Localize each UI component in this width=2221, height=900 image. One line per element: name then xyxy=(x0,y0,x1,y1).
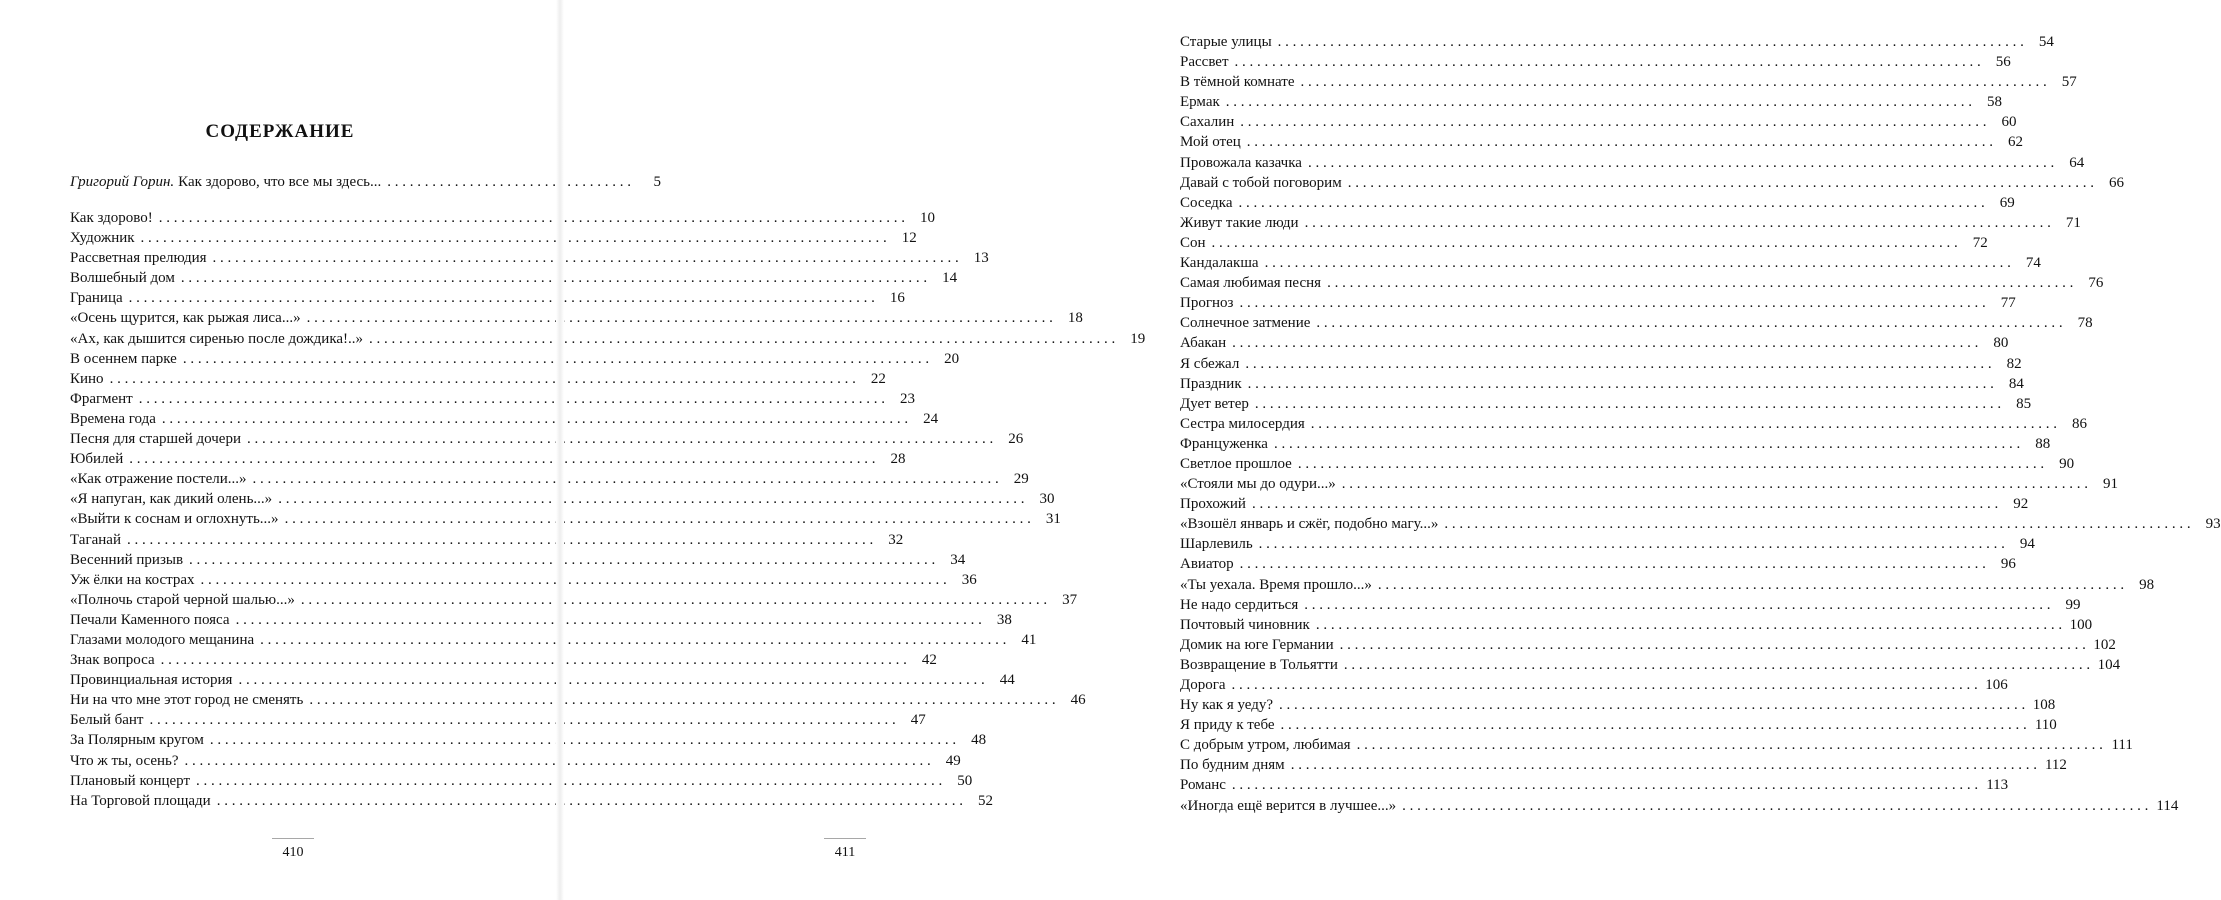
toc-entry[interactable] xyxy=(70,308,1083,328)
toc-entry-title: Сахалин xyxy=(1180,114,1235,131)
toc-entry-page: 19 xyxy=(1130,330,1146,347)
leader-dots xyxy=(1232,333,1978,353)
toc-entry[interactable] xyxy=(70,449,906,469)
toc-entry[interactable] xyxy=(1180,514,2221,534)
toc-entry[interactable] xyxy=(1180,775,2009,795)
leader-dots xyxy=(1340,635,2086,655)
toc-entry[interactable] xyxy=(1180,474,2118,494)
leader-dots xyxy=(1327,273,2073,293)
toc-entry[interactable] xyxy=(1180,354,2022,374)
toc-entry-page: 47 xyxy=(910,712,926,729)
toc-entry-page: 26 xyxy=(1008,431,1024,448)
toc-entry-page: 96 xyxy=(2000,556,2016,573)
leader-dots xyxy=(1344,655,2090,675)
toc-entry-title: Сон xyxy=(1180,234,1206,251)
toc-entry[interactable] xyxy=(1180,615,2093,635)
toc-entry[interactable] xyxy=(70,469,1029,489)
toc-entry-title: Почтовый чиновник xyxy=(1180,616,1310,633)
toc-entry[interactable] xyxy=(1180,132,2024,152)
leader-dots xyxy=(1402,796,2148,816)
toc-entry-page: 71 xyxy=(2065,214,2081,231)
toc-entry[interactable] xyxy=(1180,655,2121,675)
toc-entry-title: Белый бант xyxy=(70,712,144,729)
toc-entry[interactable] xyxy=(1180,434,2051,454)
leader-dots xyxy=(1252,494,1998,514)
toc-entry-page: 60 xyxy=(2001,114,2017,131)
toc-entry-title: Что ж ты, осень? xyxy=(70,752,179,769)
leader-dots xyxy=(1311,414,2057,434)
toc-entry-title: «Иногда ещё верится в лучшее...» xyxy=(1180,797,1397,814)
toc-entry-title: Живут такие люди xyxy=(1180,214,1299,231)
toc-entry-page: 18 xyxy=(1067,310,1083,327)
toc-entry[interactable] xyxy=(1180,414,2088,434)
toc-entry[interactable] xyxy=(1180,494,2029,514)
toc-entry[interactable] xyxy=(70,791,993,811)
toc-entry[interactable] xyxy=(1180,575,2155,595)
toc-entry[interactable] xyxy=(70,248,989,268)
toc-entry-title: Давай с тобой поговорим xyxy=(1180,174,1342,191)
toc-entry-page: 30 xyxy=(1039,491,1055,508)
leader-dots xyxy=(1279,695,2025,715)
toc-entry[interactable] xyxy=(1180,293,2016,313)
toc-entry-page: 38 xyxy=(996,611,1012,628)
page-number-text: 411 xyxy=(834,845,856,860)
leader-dots xyxy=(1444,514,2190,534)
toc-entry-page: 16 xyxy=(889,290,905,307)
leader-dots xyxy=(1235,52,1981,72)
toc-entry-title: Граница xyxy=(70,290,123,307)
toc-entry-title: Песня для старшей дочери xyxy=(70,431,241,448)
toc-entry-title: Уж ёлки на кострах xyxy=(70,571,195,588)
toc-entry[interactable] xyxy=(1180,313,2093,333)
toc-entry-page: 64 xyxy=(2069,154,2085,171)
toc-entry-title: «Взошёл январь и сжёг, подобно магу...» xyxy=(1180,516,1439,533)
toc-entry-title: Рассвет xyxy=(1180,54,1229,71)
toc-entry[interactable] xyxy=(1180,695,2056,715)
toc-entry-title: Абакан xyxy=(1180,335,1227,352)
toc-entry-title: Таганай xyxy=(70,531,121,548)
leader-dots xyxy=(1248,374,1994,394)
toc-entry-page: 46 xyxy=(1070,692,1086,709)
toc-entry[interactable] xyxy=(70,570,977,590)
toc-entry-title: Ни на что мне этот город не сменять xyxy=(70,692,304,709)
toc-entry-title: Весенний призыв xyxy=(70,551,184,568)
toc-entry[interactable] xyxy=(1180,213,2081,233)
page-number-text: 410 xyxy=(282,845,304,860)
leader-dots xyxy=(1274,434,2020,454)
toc-entry-title: Соседка xyxy=(1180,194,1233,211)
toc-entry-title: «Полночь старой черной шалью...» xyxy=(70,591,295,608)
toc-entry[interactable] xyxy=(1180,534,2035,554)
leader-dots xyxy=(1240,112,1986,132)
toc-entry-title: Рассветная прелюдия xyxy=(70,250,207,267)
toc-entry-page: 108 xyxy=(2032,697,2056,714)
toc-entry-page: 84 xyxy=(2008,375,2024,392)
toc-entry[interactable] xyxy=(1180,394,2032,414)
toc-entry[interactable] xyxy=(1180,253,2041,273)
toc-entry[interactable] xyxy=(1180,554,2016,574)
toc-entry-title: Я приду к тебе xyxy=(1180,717,1275,734)
toc-entry[interactable] xyxy=(70,730,987,750)
page-number-right xyxy=(810,833,880,861)
toc-entry[interactable] xyxy=(70,690,1086,710)
toc-entry-page: 24 xyxy=(923,410,939,427)
toc-entry-title: Печали Каменного пояса xyxy=(70,611,230,628)
toc-entry-title: Не надо сердиться xyxy=(1180,596,1299,613)
toc-entry-title: Солнечное затмение xyxy=(1180,315,1311,332)
toc-entry[interactable] xyxy=(1180,735,2133,755)
toc-entry-page: 22 xyxy=(870,370,886,387)
toc-entry-page: 10 xyxy=(920,210,936,226)
intro-author: Григорий Горин. xyxy=(70,174,175,190)
toc-entry-title: С добрым утром, любимая xyxy=(1180,737,1351,754)
toc-entry-page: 86 xyxy=(2072,415,2088,432)
toc-entry-page: 114 xyxy=(2156,797,2179,814)
leader-dots xyxy=(1342,474,2088,494)
toc-entry-page: 13 xyxy=(973,250,989,267)
toc-entry-title: На Торговой площади xyxy=(70,792,211,809)
toc-entry-page: 110 xyxy=(2034,717,2057,734)
toc-entry[interactable] xyxy=(70,288,905,308)
toc-entry-title: Фрагмент xyxy=(70,390,133,407)
toc-entry-page: 41 xyxy=(1021,631,1037,648)
toc-entry-page: 32 xyxy=(888,531,904,548)
toc-entry-page: 80 xyxy=(1993,335,2009,352)
toc-entry-title: Мой отец xyxy=(1180,134,1241,151)
intro-entry[interactable] xyxy=(70,172,661,192)
toc-entry-title: Француженка xyxy=(1180,435,1268,452)
toc-entry[interactable] xyxy=(1180,233,1988,253)
toc-entry-page: 29 xyxy=(1013,471,1029,488)
leader-dots xyxy=(1308,153,2054,173)
leader-dots xyxy=(1348,173,2094,193)
toc-entry-page: 72 xyxy=(1972,234,1988,251)
toc-entry-page: 50 xyxy=(957,772,973,789)
toc-entry-page: 100 xyxy=(2069,616,2093,633)
toc-entry[interactable] xyxy=(70,710,926,730)
leader-dots xyxy=(1212,233,1958,253)
toc-entry[interactable] xyxy=(70,530,904,550)
toc-entry[interactable] xyxy=(1180,675,2008,695)
leader-dots xyxy=(1301,72,2047,92)
toc-entry[interactable] xyxy=(70,268,958,288)
leader-dots xyxy=(1265,253,2011,273)
toc-entry[interactable] xyxy=(1180,454,2075,474)
contents-heading: СОДЕРЖАНИЕ xyxy=(205,121,355,142)
toc-list-left xyxy=(70,208,1146,811)
toc-entry-page: 76 xyxy=(2088,275,2104,292)
toc-entry-page: 42 xyxy=(921,652,937,669)
toc-entry-page: 57 xyxy=(2061,74,2077,91)
toc-entry-page: 49 xyxy=(945,752,961,769)
toc-entry-page: 77 xyxy=(2000,295,2016,312)
toc-entry-title: «Ты уехала. Время прошло...» xyxy=(1180,576,1372,593)
toc-entry[interactable] xyxy=(1180,635,2116,655)
leader-dots xyxy=(1291,755,2037,775)
toc-entry-title: «Осень щурится, как рыжая лиса...» xyxy=(70,310,301,327)
toc-entry[interactable] xyxy=(70,228,917,248)
toc-entry-page: 36 xyxy=(961,571,977,588)
leader-dots xyxy=(1357,735,2103,755)
toc-entry-title: Кино xyxy=(70,370,104,387)
toc-entry[interactable] xyxy=(70,630,1037,650)
leader-dots xyxy=(1245,354,1991,374)
toc-entry-page: 69 xyxy=(1999,194,2015,211)
toc-entry-page: 98 xyxy=(2139,576,2155,593)
toc-entry-page: 20 xyxy=(944,350,960,367)
toc-entry-title: Плановый концерт xyxy=(70,772,191,789)
toc-entry-page: 85 xyxy=(2016,395,2032,412)
leader-dots xyxy=(1239,193,1985,213)
leader-dots xyxy=(1378,575,2124,595)
page-ornament: ..................... xyxy=(824,832,866,841)
intro-page: 5 xyxy=(653,174,661,190)
intro-title: Как здорово, что все мы здесь... xyxy=(178,174,382,190)
page-ornament: ..................... xyxy=(272,832,314,841)
toc-entry-title: «Стояли мы до одури...» xyxy=(1180,476,1336,493)
toc-entry-title: Романс xyxy=(1180,777,1226,794)
toc-entry-page: 104 xyxy=(2097,656,2121,673)
leader-dots xyxy=(1232,775,1978,795)
toc-entry[interactable] xyxy=(1180,595,2081,615)
toc-entry-title: Юбилей xyxy=(70,451,124,468)
toc-entry[interactable] xyxy=(1180,755,2067,775)
toc-entry-title: Как здорово! xyxy=(70,210,153,226)
toc-entry-title: В осеннем парке xyxy=(70,350,177,367)
toc-entry-title: Провинциальная история xyxy=(70,672,233,689)
toc-entry[interactable] xyxy=(1180,52,2011,72)
toc-entry-page: 58 xyxy=(1987,94,2003,111)
toc-entry[interactable] xyxy=(1180,112,2017,132)
toc-entry-title: Сестра милосердия xyxy=(1180,415,1305,432)
toc-entry[interactable] xyxy=(70,751,961,771)
toc-entry[interactable] xyxy=(70,590,1078,610)
toc-list-right xyxy=(1180,32,2221,816)
toc-entry-page: 31 xyxy=(1045,511,1061,528)
toc-entry-title: Самая любимая песня xyxy=(1180,275,1322,292)
toc-entry[interactable] xyxy=(70,489,1055,509)
toc-entry-title: «Ах, как дышится сиренью после дождика!..» xyxy=(70,330,364,347)
toc-entry-page: 78 xyxy=(2077,315,2093,332)
toc-entry-page: 66 xyxy=(2108,174,2124,191)
leader-dots xyxy=(1239,293,1985,313)
toc-entry-page: 48 xyxy=(971,732,987,749)
toc-entry-page: 91 xyxy=(2102,476,2118,493)
toc-entry-page: 93 xyxy=(2205,516,2221,533)
toc-entry-page: 52 xyxy=(977,792,993,809)
toc-entry-page: 44 xyxy=(999,672,1015,689)
toc-entry-page: 28 xyxy=(890,451,906,468)
leader-dots xyxy=(1298,454,2044,474)
toc-entry[interactable] xyxy=(70,409,939,429)
toc-entry[interactable] xyxy=(70,670,1015,690)
toc-entry-title: Прохожий xyxy=(1180,496,1246,513)
toc-entry-title: За Полярным кругом xyxy=(70,732,204,749)
toc-entry[interactable] xyxy=(70,369,886,389)
toc-entry-page: 82 xyxy=(2006,355,2022,372)
toc-entry-title: Праздник xyxy=(1180,375,1242,392)
toc-entry-page: 23 xyxy=(899,390,915,407)
toc-entry[interactable] xyxy=(1180,92,2003,112)
leader-dots xyxy=(1240,554,1986,574)
toc-entry-title: Возвращение в Тольятти xyxy=(1180,656,1338,673)
toc-entry-page: 14 xyxy=(942,270,958,287)
toc-entry-title: Авиатор xyxy=(1180,556,1234,573)
toc-entry-page: 94 xyxy=(2019,536,2035,553)
leader-dots xyxy=(1316,313,2062,333)
toc-entry-title: Художник xyxy=(70,230,135,247)
toc-entry-page: 56 xyxy=(1995,54,2011,71)
toc-entry-page: 54 xyxy=(2038,34,2054,50)
toc-entry-page: 99 xyxy=(2065,596,2081,613)
toc-entry-page: 106 xyxy=(1985,677,2008,693)
toc-entry-title: Ну как я уеду? xyxy=(1180,697,1274,714)
toc-entry[interactable] xyxy=(1180,72,2077,92)
toc-entry[interactable] xyxy=(1180,273,2104,293)
toc-entry-title: «Как отражение постели...» xyxy=(70,471,247,488)
leader-dots xyxy=(1232,675,1978,695)
toc-entry[interactable] xyxy=(70,329,1146,349)
toc-entry-title: Времена года xyxy=(70,410,156,427)
toc-entry-title: «Я напуган, как дикий олень...» xyxy=(70,491,273,508)
toc-entry-title: Ермак xyxy=(1180,94,1220,111)
toc-entry[interactable] xyxy=(70,389,915,409)
toc-entry[interactable] xyxy=(1180,374,2024,394)
toc-entry-page: 113 xyxy=(1986,777,2009,794)
toc-entry-title: Знак вопроса xyxy=(70,652,155,669)
toc-entry-title: Волшебный дом xyxy=(70,270,175,287)
toc-entry-title: Шарлевиль xyxy=(1180,536,1253,553)
toc-entry-title: Светлое прошлое xyxy=(1180,455,1292,472)
toc-entry[interactable] xyxy=(70,208,936,228)
leader-dots xyxy=(1304,595,2050,615)
toc-entry[interactable] xyxy=(1180,715,2057,735)
toc-entry-page: 111 xyxy=(2111,737,2133,754)
toc-entry[interactable] xyxy=(70,429,1024,449)
toc-entry-page: 62 xyxy=(2008,134,2024,151)
toc-entry[interactable] xyxy=(1180,32,2054,52)
leader-dots xyxy=(1316,615,2062,635)
leader-dots xyxy=(1305,213,2051,233)
leader-dots xyxy=(1259,534,2005,554)
toc-entry-page: 88 xyxy=(2035,435,2051,452)
leader-dots xyxy=(1278,32,2024,52)
toc-entry-title: Прогноз xyxy=(1180,295,1234,312)
leader-dots xyxy=(1247,132,1993,152)
toc-entry-title: В тёмной комнате xyxy=(1180,74,1295,91)
toc-entry-page: 74 xyxy=(2025,255,2041,272)
toc-entry[interactable] xyxy=(1180,153,2085,173)
toc-entry[interactable] xyxy=(1180,173,2124,193)
toc-entry-title: Я сбежал xyxy=(1180,355,1240,372)
toc-entry[interactable] xyxy=(70,771,973,791)
toc-entry-title: Дорога xyxy=(1180,677,1226,693)
toc-entry-title: Домик на юге Германии xyxy=(1180,636,1334,653)
toc-entry-title: «Выйти к соснам и оглохнуть...» xyxy=(70,511,279,528)
toc-entry-page: 92 xyxy=(2013,496,2029,513)
toc-entry[interactable] xyxy=(70,650,937,670)
toc-entry[interactable] xyxy=(70,550,966,570)
toc-entry[interactable] xyxy=(70,610,1012,630)
leader-dots xyxy=(1281,715,2027,735)
toc-entry[interactable] xyxy=(70,349,960,369)
toc-entry-page: 34 xyxy=(950,551,966,568)
leader-dots xyxy=(1226,92,1972,112)
toc-entry-title: Старые улицы xyxy=(1180,34,1272,50)
toc-entry-title: Провожала казачка xyxy=(1180,154,1302,171)
leader-dots xyxy=(1255,394,2001,414)
toc-entry-title: Кандалакша xyxy=(1180,255,1259,272)
page-number-left xyxy=(258,833,328,861)
toc-entry[interactable] xyxy=(1180,796,2179,816)
toc-entry-page: 112 xyxy=(2044,757,2067,774)
toc-entry-title: Дует ветер xyxy=(1180,395,1249,412)
toc-entry[interactable] xyxy=(1180,333,2009,353)
toc-entry-title: Глазами молодого мещанина xyxy=(70,631,255,648)
toc-entry-page: 12 xyxy=(901,230,917,247)
toc-entry-page: 102 xyxy=(2093,636,2116,653)
toc-entry-page: 37 xyxy=(1062,591,1078,608)
toc-entry-page: 90 xyxy=(2059,455,2075,472)
toc-entry[interactable] xyxy=(70,509,1061,529)
toc-entry[interactable] xyxy=(1180,193,2015,213)
toc-entry-title: По будним дням xyxy=(1180,757,1285,774)
